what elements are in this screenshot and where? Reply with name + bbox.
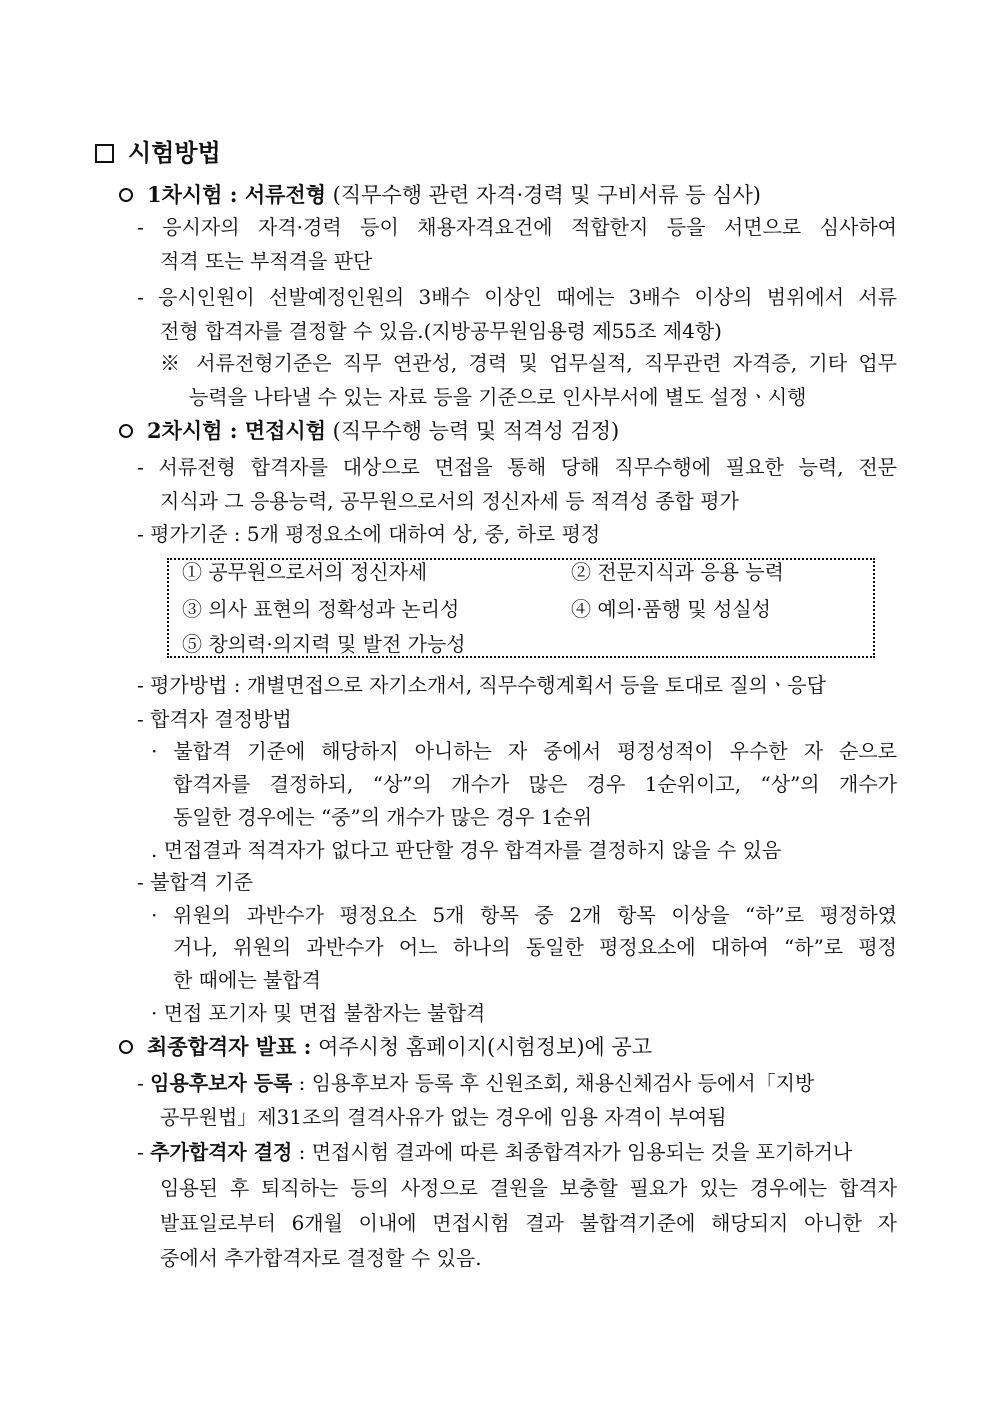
fail1-line2: 거나, 위원의 과반수가 어느 하나의 동일한 평정요소에 대하여 “하”로 평정: [173, 935, 897, 959]
second-exam-item1-line1: - 서류전형 합격자를 대상으로 면접을 통해 당해 직무수행에 필요한 능력, 전문: [137, 455, 897, 479]
circle-bullet-icon: [119, 188, 133, 202]
section-title: 시험방법: [95, 136, 221, 170]
circle-bullet-icon: [119, 1040, 133, 1054]
criteria-item: ⑤ 창의력·의지력 및 발전 가능성: [182, 632, 466, 656]
decision1-line3: 동일한 경우에는 “중”의 개수가 많은 경우 1순위: [173, 805, 593, 829]
checkbox-square-icon: [95, 144, 114, 163]
final-item2-line4: 중에서 추가합격자로 결정할 수 있음.: [160, 1246, 482, 1270]
first-exam-heading: 1차시험 : 서류전형 (직무수행 관련 자격·경력 및 구비서류 등 심사): [119, 178, 761, 212]
circle-bullet-icon: [119, 424, 133, 438]
decision1-line1: · 불합격 기준에 해당하지 아니하는 자 중에서 평정성적이 우수한 자 순으로: [151, 739, 897, 763]
fail-label: - 불합격 기준: [137, 870, 254, 894]
first-exam-item2-line1: - 응시인원이 선발예정인원의 3배수 이상인 때에는 3배수 이상의 범위에서 서류: [137, 285, 897, 309]
second-exam-item1-line2: 지식과 그 응용능력, 공무원으로서의 정신자세 등 적격성 종합 평가: [160, 489, 739, 513]
decision1-line2: 합격자를 결정하되, “상”의 개수가 많은 경우 1순위이고, “상”의 개수가: [173, 772, 897, 796]
fail1-line3: 한 때에는 불합격: [173, 968, 321, 992]
fail2: · 면접 포기자 및 면접 불참자는 불합격: [151, 1001, 486, 1025]
first-exam-item2-line2: 전형 합격자를 결정할 수 있음.(지방공무원임용령 제55조 제4항): [160, 319, 722, 343]
final-item2-line2: 임용된 후 퇴직하는 등의 사정으로 결원을 보충할 필요가 있는 경우에는 합격자: [160, 1176, 897, 1200]
first-exam-item1-line1: - 응시자의 자격·경력 등이 채용자격요건에 적합한지 등을 서면으로 심사하여: [137, 215, 897, 239]
criteria-item: ① 공무원으로서의 정신자세: [182, 560, 428, 584]
criteria-label: - 평가기준 : 5개 평정요소에 대하여 상, 중, 하로 평정: [137, 522, 601, 546]
final-item1-line1: - 임용후보자 등록 : 임용후보자 등록 후 신원조회, 채용신체검사 등에서「지방: [137, 1071, 815, 1095]
criteria-item: ④ 예의·품행 및 성실성: [571, 597, 771, 621]
decision-label: - 합격자 결정방법: [137, 707, 292, 731]
second-exam-heading: 2차시험 : 면접시험 (직무수행 능력 및 적격성 검정): [119, 414, 619, 448]
first-exam-note-line1: ※ 서류전형기준은 직무 연관성, 경력 및 업무실적, 직무관련 자격증, 기타 업무: [160, 351, 897, 375]
first-exam-item1-line2: 적격 또는 부적격을 판단: [160, 249, 373, 273]
evaluation-method: - 평가방법 : 개별면접으로 자기소개서, 직무수행계획서 등을 토대로 질의ㆍ응답: [137, 673, 826, 697]
criteria-item: ② 전문지식과 응용 능력: [571, 560, 784, 584]
first-exam-note-line2: 능력을 나타낼 수 있는 자료 등을 기준으로 인사부서에 별도 설정ㆍ시행: [189, 385, 807, 409]
final-item2-line1: - 추가합격자 결정 : 면접시험 결과에 따른 최종합격자가 임용되는 것을 포기하거나: [137, 1140, 853, 1164]
final-item1-line2: 공무원법」제31조의 결격사유가 없는 경우에 임용 자격이 부여됨: [160, 1105, 727, 1129]
final-heading: 최종합격자 발표 : 여주시청 홈페이지(시험정보)에 공고: [119, 1030, 652, 1064]
criteria-item: ③ 의사 표현의 정확성과 논리성: [182, 597, 460, 621]
final-item2-line3: 발표일로부터 6개월 이내에 면접시험 결과 불합격기준에 해당되지 아니한 자: [160, 1211, 897, 1235]
decision2: . 면접결과 적격자가 없다고 판단할 경우 합격자를 결정하지 않을 수 있음: [151, 838, 782, 862]
fail1-line1: · 위원의 과반수가 평정요소 5개 항목 중 2개 항목 이상을 “하”로 평정하였: [151, 903, 897, 927]
